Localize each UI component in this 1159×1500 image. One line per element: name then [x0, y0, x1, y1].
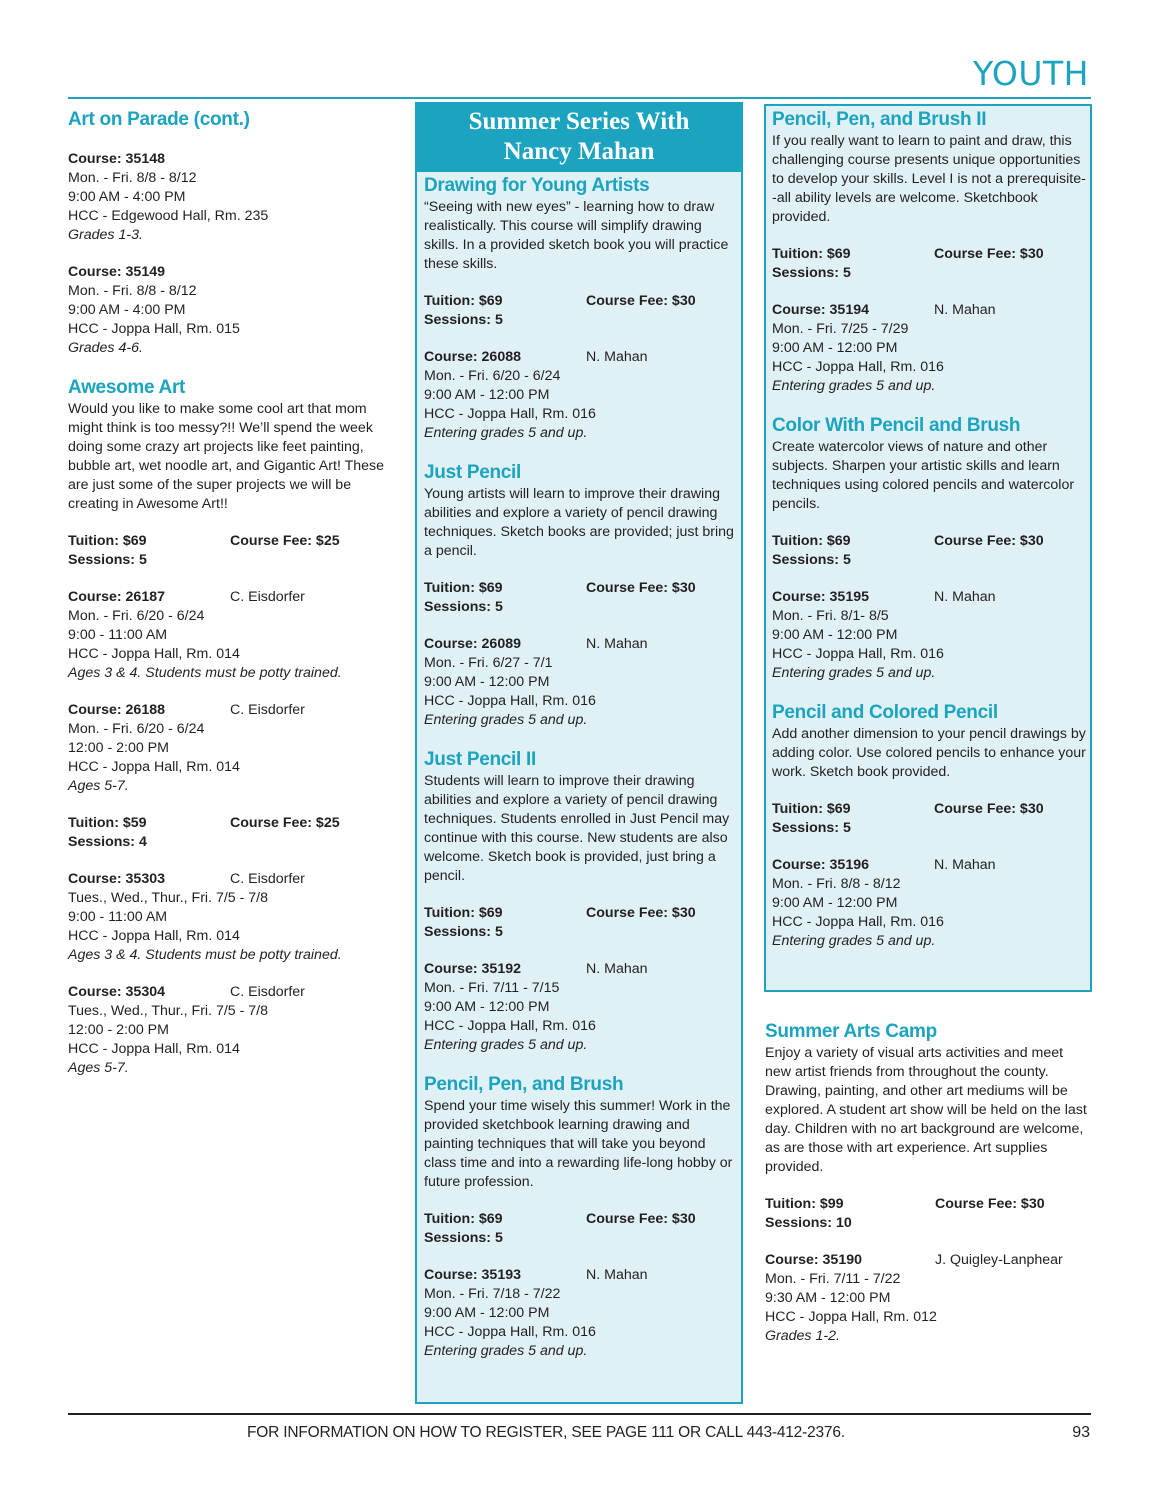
- course-location: HCC - Joppa Hall, Rm. 015: [68, 321, 240, 337]
- course-fee: Course Fee: $25: [230, 533, 340, 549]
- course-number: Course: 35196: [772, 857, 869, 873]
- course-number: Course: 26089: [424, 636, 521, 652]
- just-pencil-2-title: Just Pencil II: [424, 749, 536, 770]
- course-number: Course: 35303: [68, 871, 165, 887]
- course-note: Entering grades 5 and up.: [772, 933, 936, 949]
- course-fee: Course Fee: $30: [935, 1196, 1045, 1212]
- course-fee: Course Fee: $30: [934, 246, 1044, 262]
- course-note: Entering grades 5 and up.: [424, 712, 588, 728]
- course-number: Course: 35149: [68, 264, 165, 280]
- course-note: Entering grades 5 and up.: [424, 425, 588, 441]
- instructor: N. Mahan: [586, 961, 648, 977]
- course-location: HCC - Joppa Hall, Rm. 016: [772, 646, 944, 662]
- tuition-row: [68, 532, 398, 551]
- footer-divider: [68, 1413, 1091, 1415]
- column-2: [424, 174, 740, 1361]
- course-fee: Course Fee: $30: [586, 293, 696, 309]
- instructor: N. Mahan: [934, 857, 996, 873]
- tuition: Tuition: $69: [772, 801, 851, 817]
- course-number: Course: 26187: [68, 589, 165, 605]
- course-description: Young artists will learn to improve their drawing abilities and explore a variety of pencil drawing techniques. Sketch books are provided; just bring a pencil.: [424, 486, 734, 559]
- footer-registration-info: FOR INFORMATION ON HOW TO REGISTER, SEE PAGE 111 OR CALL 443-412-2376.: [247, 1424, 845, 1441]
- tuition-row: [424, 904, 740, 923]
- instructor: N. Mahan: [934, 589, 996, 605]
- course-note: Grades 4-6.: [68, 340, 143, 356]
- sessions: Sessions: 5: [424, 599, 503, 615]
- course-note: Ages 3 & 4. Students must be potty trained.: [68, 665, 342, 681]
- sessions: Sessions: 5: [772, 552, 851, 568]
- course-time: 9:00 AM - 12:00 PM: [772, 895, 898, 911]
- course-number: Course: 35195: [772, 589, 869, 605]
- course-fee: Course Fee: $30: [586, 1211, 696, 1227]
- course-note: Entering grades 5 and up.: [772, 665, 936, 681]
- tuition-row: [765, 1195, 1091, 1214]
- summer-series-heading-line2: Nancy Mahan: [503, 138, 655, 165]
- course-location: HCC - Joppa Hall, Rm. 016: [424, 1018, 596, 1034]
- sessions: Sessions: 10: [765, 1215, 852, 1231]
- course-description: Spend your time wisely this summer! Work in the provided sketchbook learning drawing and painting techniques that will take you beyond class time and into a rewarding life-long hobby or future profession.: [424, 1098, 733, 1190]
- course-days: Mon. - Fri. 7/11 - 7/15: [424, 980, 560, 996]
- tuition: Tuition: $69: [424, 1211, 503, 1227]
- course-location: HCC - Edgewood Hall, Rm. 235: [68, 208, 269, 224]
- course-time: 9:00 AM - 4:00 PM: [68, 189, 186, 205]
- header-divider: [68, 97, 1091, 99]
- course-row: [765, 1251, 1091, 1270]
- course-row: [68, 701, 398, 720]
- course-days: Mon. - Fri. 7/11 - 7/22: [765, 1271, 901, 1287]
- just-pencil-title: Just Pencil: [424, 462, 522, 483]
- course-description: Add another dimension to your pencil drawings by adding color. Use colored pencils to enhance your work. Sketch book provided.: [772, 726, 1086, 780]
- art-on-parade-title: Art on Parade (cont.): [68, 109, 250, 130]
- course-fee: Course Fee: $30: [586, 905, 696, 921]
- course-row: [68, 983, 398, 1002]
- course-days: Mon. - Fri. 8/1- 8/5: [772, 608, 889, 624]
- instructor: N. Mahan: [586, 636, 648, 652]
- course-time: 12:00 - 2:00 PM: [68, 1022, 169, 1038]
- course-note: Entering grades 5 and up.: [772, 378, 936, 394]
- instructor: N. Mahan: [934, 302, 996, 318]
- tuition: Tuition: $69: [68, 533, 147, 549]
- course-row: [424, 348, 740, 367]
- course-fee: Course Fee: $30: [934, 801, 1044, 817]
- course-time: 9:00 AM - 12:00 PM: [424, 674, 550, 690]
- course-note: Ages 5-7.: [68, 778, 129, 794]
- course-number: Course: 35193: [424, 1267, 521, 1283]
- course-days: Tues., Wed., Thur., Fri. 7/5 - 7/8: [68, 1003, 269, 1019]
- course-note: Ages 3 & 4. Students must be potty trained.: [68, 947, 342, 963]
- course-location: HCC - Joppa Hall, Rm. 014: [68, 646, 240, 662]
- course-number: Course: 26188: [68, 702, 165, 718]
- course-note: Ages 5-7.: [68, 1060, 129, 1076]
- pencil-pen-brush-2-title: Pencil, Pen, and Brush II: [772, 109, 987, 130]
- instructor: J. Quigley-Lanphear: [935, 1252, 1063, 1268]
- course-days: Mon. - Fri. 8/8 - 8/12: [68, 170, 197, 186]
- course-number: Course: 26088: [424, 349, 521, 365]
- pencil-colored-pencil-title: Pencil and Colored Pencil: [772, 702, 998, 723]
- course-number: Course: 35148: [68, 151, 165, 167]
- course-time: 12:00 - 2:00 PM: [68, 740, 169, 756]
- column-1: [68, 108, 398, 1078]
- course-description: “Seeing with new eyes” - learning how to draw realistically. This course will simplify drawing skills. In a provided sketch book you will practice these skills.: [424, 199, 729, 272]
- page-number: 93: [1072, 1424, 1090, 1441]
- tuition-row: [772, 245, 1088, 264]
- course-description: Would you like to make some cool art that mom might think is too messy?!! We’ll spend the week doing some crazy art projects like feet painting, bubble art, wet noodle art, and Gigantic Art! These are just some of the super projects we will be creating in Awesome Art!!: [68, 401, 384, 512]
- awesome-art-title: Awesome Art: [68, 377, 186, 398]
- course-time: 9:00 AM - 12:00 PM: [772, 340, 898, 356]
- course-note: Grades 1-2.: [765, 1328, 840, 1344]
- course-location: HCC - Joppa Hall, Rm. 016: [424, 693, 596, 709]
- instructor: C. Eisdorfer: [230, 871, 305, 887]
- course-row: [772, 588, 1088, 607]
- course-time: 9:30 AM - 12:00 PM: [765, 1290, 891, 1306]
- course-days: Mon. - Fri. 6/20 - 6/24: [68, 721, 205, 737]
- section-header: YOUTH: [973, 54, 1089, 93]
- course-days: Mon. - Fri. 8/8 - 8/12: [68, 283, 197, 299]
- course-number: Course: 35190: [765, 1252, 862, 1268]
- drawing-young-artists-title: Drawing for Young Artists: [424, 175, 650, 196]
- tuition: Tuition: $69: [424, 905, 503, 921]
- sessions: Sessions: 5: [772, 820, 851, 836]
- course-fee: Course Fee: $25: [230, 815, 340, 831]
- instructor: N. Mahan: [586, 1267, 648, 1283]
- course-days: Mon. - Fri. 6/20 - 6/24: [68, 608, 205, 624]
- course-time: 9:00 AM - 12:00 PM: [772, 627, 898, 643]
- color-pencil-brush-title: Color With Pencil and Brush: [772, 415, 1021, 436]
- course-days: Mon. - Fri. 6/27 - 7/1: [424, 655, 553, 671]
- course-number: Course: 35194: [772, 302, 869, 318]
- course-location: HCC - Joppa Hall, Rm. 014: [68, 928, 240, 944]
- course-description: If you really want to learn to paint and draw, this challenging course presents unique opportunities to develop your skills. Level I is not a prerequisite--all ability levels are welcome. Sketchbook provided.: [772, 133, 1086, 225]
- sessions: Sessions: 5: [424, 312, 503, 328]
- course-time: 9:00 AM - 12:00 PM: [424, 999, 550, 1015]
- summer-series-heading: [415, 102, 743, 172]
- course-location: HCC - Joppa Hall, Rm. 016: [772, 359, 944, 375]
- tuition-row: [772, 532, 1088, 551]
- tuition: Tuition: $99: [765, 1196, 844, 1212]
- course-row: [772, 301, 1088, 320]
- course-days: Mon. - Fri. 6/20 - 6/24: [424, 368, 561, 384]
- summer-arts-camp-title: Summer Arts Camp: [765, 1021, 937, 1042]
- course-description: Enjoy a variety of visual arts activities and meet new artist friends from throughout the county. Drawing, painting, and other art mediums will be explored. A student art show will be held on the last day. Children with no art background are welcome, as are those with art experience. Art supplies provided.: [765, 1045, 1087, 1175]
- course-time: 9:00 AM - 4:00 PM: [68, 302, 186, 318]
- instructor: C. Eisdorfer: [230, 702, 305, 718]
- course-number: Course: 35304: [68, 984, 165, 1000]
- tuition-row: [68, 814, 398, 833]
- summer-series-heading-line1: Summer Series With: [468, 108, 690, 135]
- course-row: [772, 856, 1088, 875]
- course-description: Students will learn to improve their drawing abilities and explore a variety of pencil drawing techniques. Students enrolled in Just Pencil may continue with this course. New students are also welcome. Sketch book is provided, just bring a pencil.: [424, 773, 730, 884]
- course-days: Mon. - Fri. 7/25 - 7/29: [772, 321, 909, 337]
- tuition: Tuition: $69: [424, 580, 503, 596]
- course-fee: Course Fee: $30: [934, 533, 1044, 549]
- column-3: [772, 108, 1088, 951]
- tuition: Tuition: $59: [68, 815, 147, 831]
- tuition-row: [424, 292, 740, 311]
- instructor: C. Eisdorfer: [230, 589, 305, 605]
- tuition: Tuition: $69: [424, 293, 503, 309]
- course-row: [424, 635, 740, 654]
- course-days: Mon. - Fri. 8/8 - 8/12: [772, 876, 901, 892]
- course-row: [68, 870, 398, 889]
- course-row: [424, 1266, 740, 1285]
- course-days: Tues., Wed., Thur., Fri. 7/5 - 7/8: [68, 890, 269, 906]
- course-location: HCC - Joppa Hall, Rm. 014: [68, 1041, 240, 1057]
- course-note: Entering grades 5 and up.: [424, 1343, 588, 1359]
- course-note: Grades 1-3.: [68, 227, 143, 243]
- course-fee: Course Fee: $30: [586, 580, 696, 596]
- tuition: Tuition: $69: [772, 246, 851, 262]
- course-location: HCC - Joppa Hall, Rm. 012: [765, 1309, 937, 1325]
- course-note: Entering grades 5 and up.: [424, 1037, 588, 1053]
- course-location: HCC - Joppa Hall, Rm. 016: [424, 1324, 596, 1340]
- tuition-row: [424, 1210, 740, 1229]
- course-description: Create watercolor views of nature and other subjects. Sharpen your artistic skills and learn techniques using colored pencils and watercolor pencils.: [772, 439, 1075, 512]
- course-time: 9:00 AM - 12:00 PM: [424, 387, 550, 403]
- course-location: HCC - Joppa Hall, Rm. 016: [424, 406, 596, 422]
- sessions: Sessions: 4: [68, 834, 147, 850]
- column-4: [765, 1020, 1091, 1346]
- course-time: 9:00 - 11:00 AM: [68, 627, 168, 643]
- sessions: Sessions: 5: [772, 265, 851, 281]
- tuition-row: [424, 579, 740, 598]
- course-number: Course: 35192: [424, 961, 521, 977]
- course-days: Mon. - Fri. 7/18 - 7/22: [424, 1286, 561, 1302]
- course-time: 9:00 - 11:00 AM: [68, 909, 168, 925]
- course-location: HCC - Joppa Hall, Rm. 014: [68, 759, 240, 775]
- sessions: Sessions: 5: [424, 924, 503, 940]
- sessions: Sessions: 5: [424, 1230, 503, 1246]
- instructor: N. Mahan: [586, 349, 648, 365]
- pencil-pen-brush-title: Pencil, Pen, and Brush: [424, 1074, 624, 1095]
- tuition-row: [772, 800, 1088, 819]
- tuition: Tuition: $69: [772, 533, 851, 549]
- course-row: [424, 960, 740, 979]
- instructor: C. Eisdorfer: [230, 984, 305, 1000]
- course-time: 9:00 AM - 12:00 PM: [424, 1305, 550, 1321]
- sessions: Sessions: 5: [68, 552, 147, 568]
- course-location: HCC - Joppa Hall, Rm. 016: [772, 914, 944, 930]
- course-row: [68, 588, 398, 607]
